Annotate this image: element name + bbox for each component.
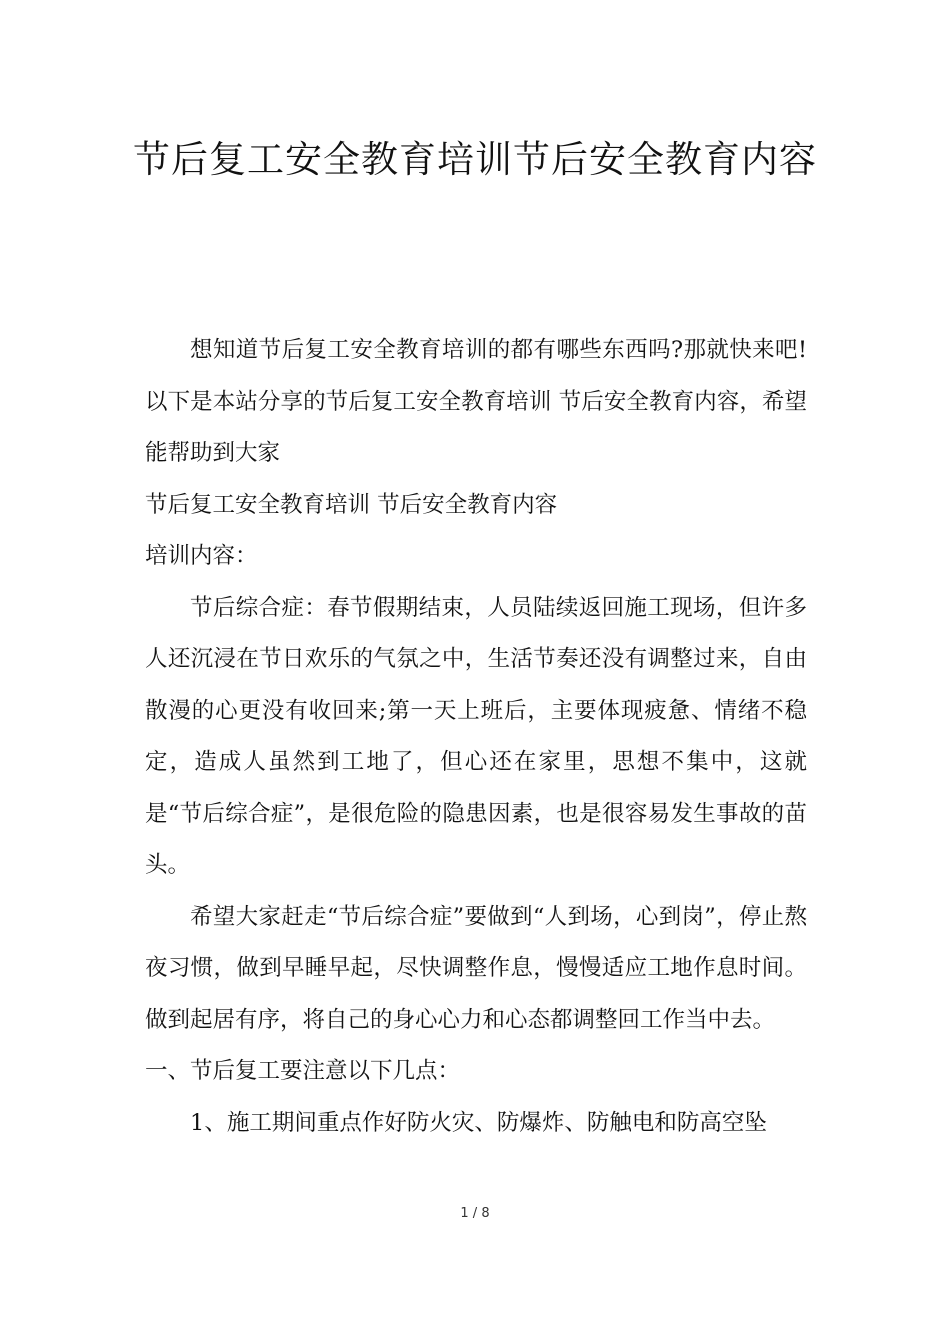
training-content-label: 培训内容：	[145, 543, 258, 569]
page-indicator: 1 / 8	[460, 1206, 490, 1221]
document-body	[145, 325, 807, 1149]
subtitle-line: 节后复工安全教育培训 节后安全教育内容	[145, 491, 558, 518]
intro-paragraph: 想知道节后复工安全教育培训的都有哪些东西吗?那就快来吧!以下是本站分享的节后复工安全教育培训 节后安全教育内容，希望能帮助到大家	[145, 337, 807, 466]
section-heading-1: 一、节后复工要注意以下几点：	[145, 1058, 461, 1084]
list-item-1: 1、施工期间重点作好防火灾、防爆炸、防触电和防高空坠	[190, 1109, 767, 1136]
advice-paragraph: 希望大家赶走“节后综合症”要做到“人到场，心到岗”，停止熬夜习惯，做到早睡早起，尽快调整作息，慢慢适应工地作息时间。做到起居有序，将自己的身心心力和心态都调整回工作当中去。	[145, 903, 807, 1033]
syndrome-paragraph: 节后综合症：春节假期结束，人员陆续返回施工现场，但许多人还沉浸在节日欢乐的气氛之中，生活节奏还没有调整过来，自由散漫的心更没有收回来;第一天上班后，主要体现疲惫、情绪不稳定，造成人虽然到工地了，但心还在家里，思想不集中，这就是“节后综合症”，是很危险的隐患因素，也是很容易发生事故的苗头。	[145, 594, 807, 878]
document-title: 节后复工安全教育培训节后安全教育内容	[133, 138, 817, 181]
